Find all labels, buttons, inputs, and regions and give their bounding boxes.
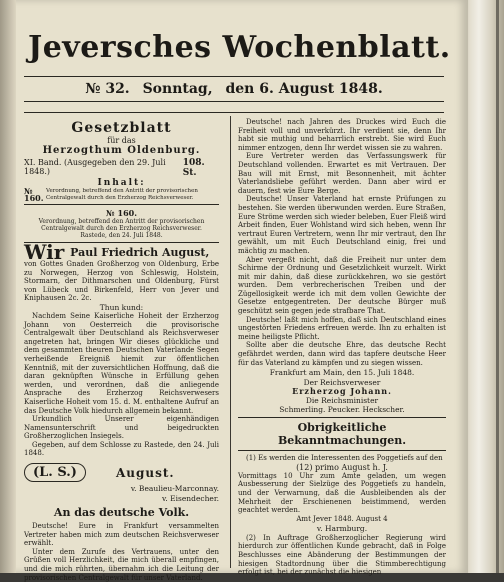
right-body-6: Sollte aber die deutsche Ehre, das deutsche Recht gefährdet werden, dann wird das tapfere deutsche Heer für das Vaterland zu kämpfen und zu siegen wissen.: [238, 341, 446, 367]
right-body-3: Deutsche! Unser Vaterland hat ernste Prüfungen zu bestehen. Sie werden überwunden werden. Eure Straßen, Eure Ströme werden sich wieder beleben, Euer Fleiß wird Arbeit finden, Euer Wohlstand wird sich heben, wenn Ihr vertraut Euren Vertretern, wenn Ihr mir vertraut, den Ihr gewählt, um mit Euch Deutschland einig, frei und mächtig zu machen.: [238, 195, 446, 255]
right-body-4: Aber vergeßt nicht, daß die Freiheit nur unter dem Schirme der Ordnung und Gesetzlichkeit wurzelt. Wirkt mit mir dahin, daß diese zurückkehren, wo sie gestört wurden. Dem verbrecherischen Treiben und der Zügellosigkeit werde ich mit dem vollen Gewichte der Gesetze entgegentreten. Der deutsche Bürger muß geschützt sein gegen jede strafbare That.: [238, 255, 446, 316]
item1-sign: v. Harmburg.: [316, 523, 368, 533]
gesetzblatt-sub1: für das: [107, 136, 136, 145]
gesetzblatt-title: Gesetzblatt: [71, 120, 172, 136]
entry-text: Verordnung, betreffend den Antritt der provisorischen Centralgewalt durch den Erzherzog Reichsverweser.: [46, 188, 198, 201]
masthead-title: Jeversches Wochenblatt.: [28, 30, 451, 65]
sig-role: Der Reichsverweser: [303, 378, 381, 388]
seal-mark: (L. S.): [24, 463, 86, 482]
right-column: [238, 118, 446, 577]
decree-body-3: Gegeben, auf dem Schlosse zu Rastede, den 24. Juli 1848.: [24, 440, 219, 458]
no160-number: № 160.: [106, 208, 137, 218]
proclamation-heading: An das deutsche Volk.: [53, 506, 190, 520]
column-divider: [230, 116, 231, 568]
item1-body: Vormittags 10 Uhr zum Amte geladen, um wegen Ausbesserung der Sielzüge des Poggetiefs zu handeln, und der Verwarnung, daß die Ausbleibenden als der Mehrheit der Erschienenen beistimmend, werden geachtet werden.: [238, 471, 446, 515]
item2-body: (2) In Auftrage Großherzoglicher Regierung wird hierdurch zur öffentlichen Kunde gebracht, daß in Folge Beschlusses eine Abänderung der Bestimmungen der hiesigen Stadtordnung über die Stimmberechtigung erfolgt ist, bei der zunächst die hiesigen: [238, 533, 446, 577]
divider-right-2: [238, 450, 446, 451]
masthead-rule-top: [24, 76, 444, 77]
decree-titles: von Gottes Gnaden Großherzog von Oldenburg, Erbe zu Norwegen, Herzog von Schleswig, Holstein, Stormarn, der Dithmarschen und Oldenburg, Fürst von Lübeck und Birkenfeld, Herr von Jever und Kniphausen 2c. 2c.: [24, 260, 219, 303]
issue-date: den 6. August 1848.: [225, 81, 383, 97]
book-page-edges: [462, 0, 504, 573]
no160-text: Verordnung, betreffend den Antritt der provisorischen Centralgewalt durch den Erzherzog Reichsverweser.: [38, 218, 205, 232]
issue-rule-b: [24, 112, 444, 113]
sig-name: Erzherzog Johann.: [292, 386, 392, 397]
countersign-2: v. Eisendecher.: [162, 494, 219, 504]
gesetzblatt-band-line: [24, 158, 219, 178]
item1-date: (12) primo August h. J.: [296, 462, 388, 472]
gesetzblatt-sub2: Herzogthum Oldenburg.: [42, 145, 201, 156]
decree-body-1: Nachdem Seine Kaiserliche Hoheit der Erzherzog Johann von Oesterreich die provisorische Centralgewalt über Deutschland als Reichsverweser angetreten hat, bringen Wir dieses glückliche und dem gesammten theuren Deutschen Vaterlande Segen verheißende Ereigniß hiemit zur öffentlichen Kenntniß, mit der zuversichtlichen Hoffnung, daß die daran geknüpften Wünsche in Erfüllung gehen werden, und verordnen, daß die anliegende Ansprache des Erzherzog Reichsverwesers Kaiserliche Hoheit vom 15. d. M. enthaltene Aufruf an das Deutsche Volk hiedurch allgemein bekannt.: [24, 311, 219, 415]
decree-name: Paul Friedrich August,: [70, 246, 210, 259]
right-body-5: Deutsche! laßt mich hoffen, daß sich Deutschland eines ungestörten Friedens erfreuen werde. Ihn zu erhalten ist meine heiligste Pflicht.: [238, 315, 446, 341]
divider-right: [238, 417, 446, 418]
countersign-1: v. Beaulieu-Marconnay.: [130, 484, 219, 494]
issue-number: № 32.: [85, 81, 130, 97]
item1-place: Amt Jever 1848. August 4: [296, 514, 388, 523]
entry-number: № 160.: [24, 186, 44, 203]
no160-date: Rastede, den 24. Juli 1848.: [80, 232, 163, 239]
proclamation-body-1: Deutsche! Eure in Frankfurt versammelten Vertreter haben mich zum deutschen Reichsverweser erwählt.: [24, 522, 219, 548]
proclamation-body-2: Unter dem Zurufe des Vertrauens, unter den Grüßen voll Herzlichkeit, die mich überall empfingen, und die mich rührten, übernahm ich die Leitung der provisorischen Centralgewalt für unser Vaterland.: [24, 547, 219, 582]
divider-1: [24, 204, 219, 205]
decree-lead: Wir: [24, 240, 65, 264]
band-left: XI. Band. (Ausgegeben den 29. Juli 1848.): [24, 158, 166, 176]
decree-body-2: Urkundlich Unserer eigenhändigen Namensunterschrift und beigedruckten Großherzoglichen Insiegels.: [24, 415, 219, 441]
decree-heading: [24, 240, 219, 264]
issue-rule-a: [24, 101, 444, 102]
right-body-2: Eure Vertreter werden das Verfassungswerk für Deutschland vollenden. Erwartet es mit Vertrauen. Der Bau will mit Ernst, mit Besonnenheit, mit ächter Vaterlandsliebe geführt werden. Dann aber wird er dauern, fest wie Eure Berge.: [238, 152, 446, 195]
signature-august: August.: [115, 465, 175, 480]
band-right: 108. St.: [182, 158, 205, 178]
issue-day: Sonntag,: [142, 81, 213, 97]
issue-line: [24, 81, 444, 97]
item1-line: (1) Es werden die Interessenten des Poggetiefs auf den: [246, 454, 443, 463]
left-column: [24, 118, 219, 582]
thun-kund: Thun kund:: [99, 302, 144, 312]
sig-minister-role: Die Reichsminister: [305, 396, 379, 406]
sig-ministers: Schmerling. Peucker. Heckscher.: [279, 405, 405, 415]
right-body-1: Deutsche! nach Jahren des Druckes wird Euch die Freiheit voll und unverkürzt. Ihr verdient sie, denn Ihr habt sie muthig und beharrlich erstrebt. Sie wird Euch nimmer entzogen, denn Ihr werdet wissen sie zu wahren.: [238, 118, 446, 152]
proclamation-date: Frankfurt am Main, den 15. Juli 1848.: [269, 368, 415, 378]
announcements-heading: Obrigkeitliche Bekanntmachungen.: [277, 421, 407, 448]
gesetzblatt-inhalt: Inhalt:: [97, 178, 146, 188]
seal-row: [24, 463, 219, 482]
gesetzblatt-entry: [24, 188, 219, 201]
page-gutter-shadow: [0, 0, 16, 573]
